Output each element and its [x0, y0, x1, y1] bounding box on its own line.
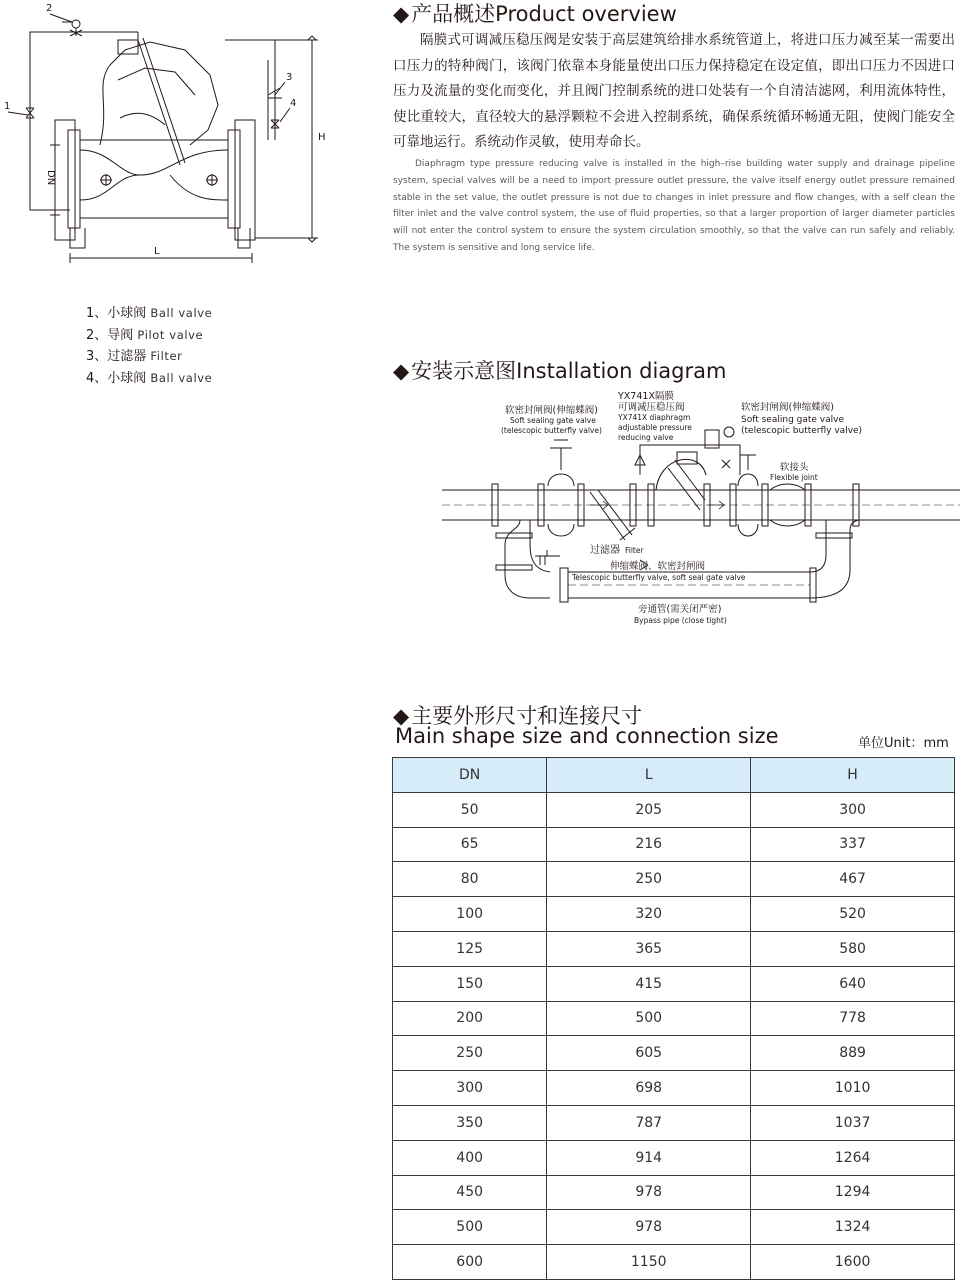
- cell-dn: 350: [393, 1105, 547, 1140]
- prv-label-en2: adjustable pressure: [618, 423, 692, 432]
- table-row: [393, 1140, 955, 1175]
- cell-l: 978: [547, 1175, 751, 1210]
- legend-item-cn: 3、过滤器: [86, 349, 147, 364]
- cell-dn: 100: [393, 897, 547, 932]
- legend-item-en: Ball valve: [150, 306, 213, 320]
- cell-dn: 50: [393, 792, 547, 827]
- cell-l: 605: [547, 1036, 751, 1071]
- cell-h: 889: [751, 1036, 955, 1071]
- prv-label-cn1: YX741X隔膜: [618, 391, 674, 402]
- bypass-valve-label-cn: 伸缩蝶阀、软密封闸阀: [610, 561, 706, 572]
- cell-h: 467: [751, 862, 955, 897]
- cell-h: 520: [751, 897, 955, 932]
- callout-3: 3: [286, 72, 293, 83]
- filter-label-en: Filter: [625, 546, 644, 555]
- diamond-bullet-icon: ◆: [393, 359, 410, 383]
- dim-dn-label: DN: [45, 170, 56, 186]
- cell-h: 1600: [751, 1245, 955, 1280]
- prv-label-en1: YX741X diaphragm: [618, 413, 691, 422]
- legend-item: [86, 303, 212, 325]
- legend-item-cn: 1、小球阀: [86, 306, 147, 321]
- cell-l: 978: [547, 1210, 751, 1245]
- overview-body-cn: 隔膜式可调减压稳压阀是安装于高层建筑给排水系统管道上，将进口压力减至某一需要出口压力的特种阀门，该阀门依靠本身能量使出口压力保持稳定在设定值，即出口压力不因进口压力及流量的变化而变化，并且阀门控制系统的进口处装有一个自清洁滤网，利用流体特性，使比重较大，直径较大的悬浮颗粒不会进入控制系统，确保系统循环畅通无阻，使阀门能安全可靠地运行。系统动作灵敏，使用寿命长。: [393, 32, 955, 150]
- table-row: [393, 792, 955, 827]
- table-row: [393, 931, 955, 966]
- cell-l: 415: [547, 966, 751, 1001]
- cell-l: 216: [547, 827, 751, 862]
- bypass-pipe-label-en: Bypass pipe (close tight): [634, 616, 727, 625]
- cell-h: 300: [751, 792, 955, 827]
- legend-item-en: Filter: [150, 349, 183, 363]
- installation-heading: [393, 355, 726, 385]
- legend-item: [86, 346, 212, 368]
- dim-h-label: H: [318, 132, 326, 143]
- dim-l-label: L: [154, 246, 160, 257]
- cell-h: 778: [751, 1001, 955, 1036]
- cell-dn: 300: [393, 1071, 547, 1106]
- column-header-h: H: [751, 758, 955, 793]
- callout-1: 1: [4, 101, 11, 112]
- table-row: [393, 1001, 955, 1036]
- gate-right-label-en1: Soft sealing gate valve: [741, 415, 844, 425]
- cell-dn: 450: [393, 1175, 547, 1210]
- cell-l: 500: [547, 1001, 751, 1036]
- cell-dn: 400: [393, 1140, 547, 1175]
- gate-right-label-en2: (telescopic butterfly valve): [741, 426, 863, 436]
- cell-l: 787: [547, 1105, 751, 1140]
- legend-item: [86, 325, 212, 347]
- installation-diagram: [437, 385, 961, 630]
- legend-item-en: Ball valve: [150, 370, 213, 385]
- table-row: [393, 1105, 955, 1140]
- gate-left-label-en1: Soft sealing gate valve: [510, 416, 596, 425]
- cell-l: 1150: [547, 1245, 751, 1280]
- overview-heading-en: Product overview: [495, 2, 677, 26]
- diamond-bullet-icon: ◆: [393, 2, 410, 26]
- table-row: [393, 897, 955, 932]
- overview-body-en: Diaphragm type pressure reducing valve is installed in the high–rise building water supply and drainage pipeline system, special valves will be a need to import pressure outlet pressure, the valve itself energy outlet pressure remained stable in the set value, the outlet pressure is not due to changes in inlet pressure and flow changes, with a self clean the filter inlet and the valve control system, the use of fluid properties, so that a larger proportion of larger diameter particles will not enter the control system to ensure the system circulation smoothly, so that the valve can run safely and reliably. The system is sensitive and long service life.: [393, 159, 955, 253]
- cell-dn: 125: [393, 931, 547, 966]
- callout-2: 2: [46, 3, 53, 14]
- flexible-joint-label-en: Flexible joint: [770, 473, 818, 482]
- legend-item-en: Pilot valve: [137, 327, 204, 342]
- table-header-row: [393, 758, 955, 793]
- cell-h: 1294: [751, 1175, 955, 1210]
- cell-h: 1264: [751, 1140, 955, 1175]
- size-heading-cn: 主要外形尺寸和连接尺寸: [411, 704, 643, 728]
- cell-h: 640: [751, 966, 955, 1001]
- column-header-l: L: [547, 758, 751, 793]
- installation-heading-en: Installation diagram: [516, 359, 727, 383]
- cell-l: 205: [547, 792, 751, 827]
- size-heading-en: Main shape size and connection size: [395, 724, 779, 748]
- flexible-joint-label-cn: 软接头: [780, 462, 809, 473]
- legend-item-cn: 2、导阀: [86, 327, 134, 343]
- unit-label: 单位Unit：mm: [858, 736, 949, 751]
- cell-dn: 150: [393, 966, 547, 1001]
- bypass-valve-label-en: Telescopic butterfly valve, soft seal gate valve: [572, 573, 746, 582]
- cell-dn: 200: [393, 1001, 547, 1036]
- cell-h: 1324: [751, 1210, 955, 1245]
- cell-dn: 65: [393, 827, 547, 862]
- cell-dn: 80: [393, 862, 547, 897]
- cell-h: 580: [751, 931, 955, 966]
- table-row: [393, 1175, 955, 1210]
- cell-dn: 250: [393, 1036, 547, 1071]
- filter-label-cn: 过滤器: [590, 545, 620, 556]
- gate-right-label-cn: 软密封闸阀(伸缩蝶阀): [741, 402, 834, 413]
- gate-left-label-en2: (telescopic butterfly valve): [501, 426, 602, 435]
- cell-h: 1037: [751, 1105, 955, 1140]
- valve-cross-section-drawing: [0, 0, 330, 275]
- cell-l: 914: [547, 1140, 751, 1175]
- installation-heading-cn: 安装示意图: [411, 359, 517, 383]
- table-row: [393, 1210, 955, 1245]
- table-row: [393, 1071, 955, 1106]
- cell-dn: 600: [393, 1245, 547, 1280]
- table-row: [393, 827, 955, 862]
- parts-legend: [86, 303, 212, 389]
- overview-heading-cn: 产品概述: [411, 2, 496, 26]
- cell-l: 250: [547, 862, 751, 897]
- table-row: [393, 1036, 955, 1071]
- callout-4: 4: [290, 98, 297, 109]
- cell-l: 320: [547, 897, 751, 932]
- diamond-bullet-icon: ◆: [393, 704, 410, 728]
- gate-left-label-cn: 软密封闸阀(伸缩蝶阀): [505, 405, 598, 416]
- table-row: [393, 1245, 955, 1280]
- overview-heading: [393, 0, 677, 28]
- legend-item-cn: 4、小球阀: [86, 370, 147, 386]
- table-row: [393, 966, 955, 1001]
- table-row: [393, 862, 955, 897]
- bypass-pipe-label-cn: 旁通管(需关闭严密): [638, 604, 722, 615]
- cell-h: 337: [751, 827, 955, 862]
- cell-dn: 500: [393, 1210, 547, 1245]
- cell-l: 365: [547, 931, 751, 966]
- cell-l: 698: [547, 1071, 751, 1106]
- prv-label-cn2: 可调减压稳压阀: [618, 402, 685, 413]
- prv-label-en3: reducing valve: [618, 433, 674, 442]
- size-table: [392, 757, 955, 1280]
- column-header-dn: DN: [393, 758, 547, 793]
- cell-h: 1010: [751, 1071, 955, 1106]
- legend-item: [86, 368, 212, 390]
